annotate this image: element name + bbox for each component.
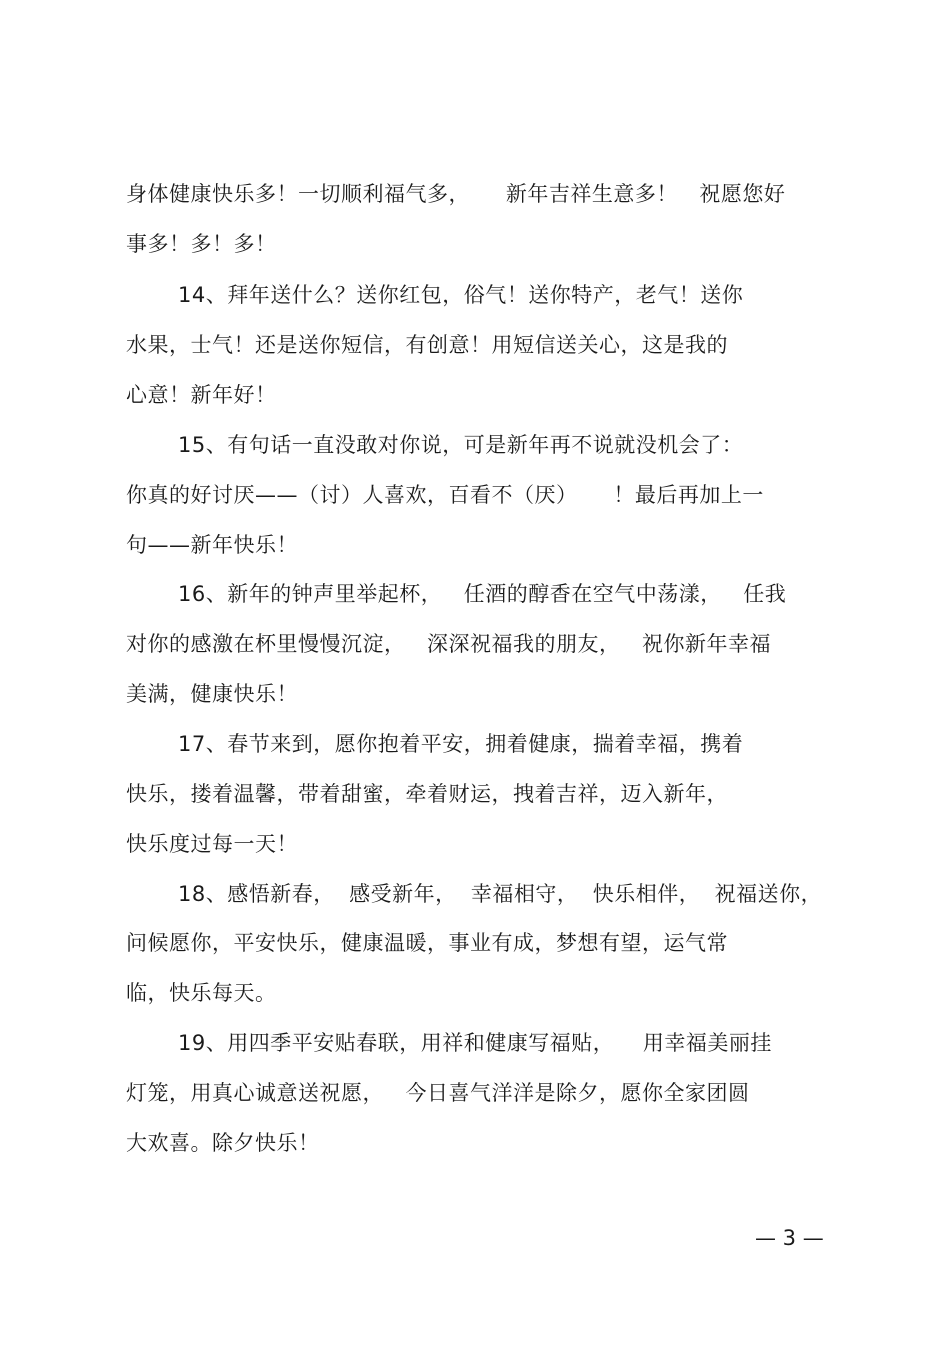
text-line: 句——新年快乐！ bbox=[126, 533, 298, 557]
text-line: 心意！新年好！ bbox=[126, 383, 277, 407]
text-line: 快乐，搂着温馨，带着甜蜜，牵着财运，拽着吉祥，迈入新年， bbox=[126, 782, 728, 806]
text-line: 灯笼，用真心诚意送祝愿， 今日喜气洋洋是除夕，愿你全家团圆 bbox=[126, 1081, 750, 1105]
text-line: 你真的好讨厌——（讨）人喜欢，百看不（厌） ！最后再加上一 bbox=[126, 483, 764, 507]
paragraph-18-line: 18、感悟新春， 感受新年， 幸福相守， 快乐相伴， 祝福送你， bbox=[178, 882, 823, 906]
paragraph-17-line: 17、春节来到，愿你抱着平安，拥着健康，揣着幸福，携着 bbox=[178, 732, 744, 756]
paragraph-15-line: 15、有句话一直没敢对你说，可是新年再不说就没机会了： bbox=[178, 433, 744, 457]
text-line: 美满，健康快乐！ bbox=[126, 682, 298, 706]
text-line: 事多！多！多！ bbox=[126, 232, 277, 256]
paragraph-16-line: 16、新年的钟声里举起杯， 任酒的醇香在空气中荡漾， 任我 bbox=[178, 582, 787, 606]
text-line: 临，快乐每天。 bbox=[126, 981, 277, 1005]
text-line: 对你的感激在杯里慢慢沉淀， 深深祝福我的朋友， 祝你新年幸福 bbox=[126, 632, 772, 656]
text-line: 身体健康快乐多！一切顺利福气多， 新年吉祥生意多！ 祝愿您好 bbox=[126, 182, 786, 206]
text-line: 问候愿你，平安快乐，健康温暖，事业有成，梦想有望，运气常 bbox=[126, 931, 728, 955]
paragraph-14-line: 14、拜年送什么？送你红包，俗气！送你特产，老气！送你 bbox=[178, 283, 744, 307]
text-line: 快乐度过每一天！ bbox=[126, 832, 298, 856]
text-line: 水果，士气！还是送你短信，有创意！用短信送关心，这是我的 bbox=[126, 333, 728, 357]
text-line: 大欢喜。除夕快乐！ bbox=[126, 1131, 320, 1155]
paragraph-19-line: 19、用四季平安贴春联，用祥和健康写福贴， 用幸福美丽挂 bbox=[178, 1031, 772, 1055]
page-number: — 3 — bbox=[755, 1226, 824, 1250]
